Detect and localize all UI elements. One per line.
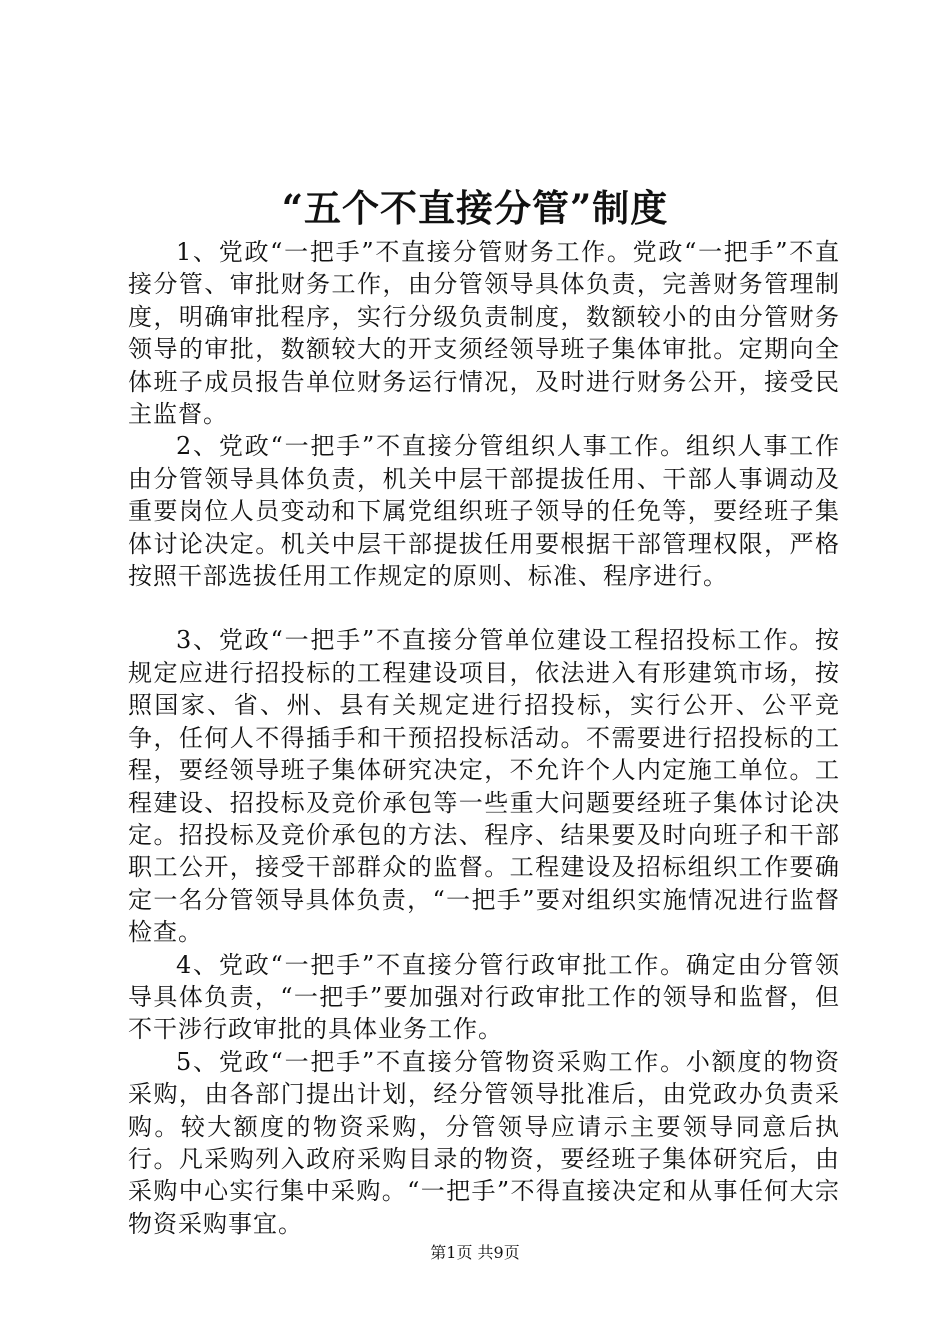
paragraph-construction-bidding: 3、党政“一把手”不直接分管单位建设工程招投标工作。按规定应进行招投标的工程建设项目，依法进入有形建筑市场，按照国家、省、州、县有关规定进行招投标，实行公开、公平竞争，任何人不得插手和干预招投标活动。不需要进行招投标的工程，要经领导班子集体研究决定，不允许个人内定施工单位。工程建设、招投标及竞价承包等一些重大问题要经班子集体讨论决定。招投标及竞价承包的方法、程序、结果要及时向班子和干部职工公开，接受干部群众的监督。工程建设及招标组织工作要确定一名分管领导具体负责，“一把手”要对组织实施情况进行监督检查。 — [128, 626, 840, 947]
document-body — [128, 236, 840, 1240]
paragraph-personnel: 2、党政“一把手”不直接分管组织人事工作。组织人事工作由分管领导具体负责，机关中层干部提拔任用、干部人事调动及重要岗位人员变动和下属党组织班子领导的任免等，要经班子集体讨论决定。机关中层干部提拔任用要根据干部管理权限，严格按照干部选拔任用工作规定的原则、标准、程序进行。 — [128, 432, 840, 591]
paragraph-administrative-approval: 4、党政“一把手”不直接分管行政审批工作。确定由分管领导具体负责，“一把手”要加强对行政审批工作的领导和监督，但不干涉行政审批的具体业务工作。 — [128, 950, 840, 1044]
document-title: “五个不直接分管”制度 — [281, 186, 669, 230]
paragraph-procurement: 5、党政“一把手”不直接分管物资采购工作。小额度的物资采购，由各部门提出计划，经分管领导批准后，由党政办负责采购。较大额度的物资采购，分管领导应请示主要领导同意后执行。凡采购列入政府采购目录的物资，要经班子集体研究后，由采购中心实行集中采购。“一把手”不得直接决定和从事任何大宗物资采购事宜。 — [128, 1047, 840, 1238]
paragraph-finance: 1、党政“一把手”不直接分管财务工作。党政“一把手”不直接分管、审批财务工作，由分管领导具体负责，完善财务管理制度，明确审批程序，实行分级负责制度，数额较小的由分管财务领导的审批，数额较大的开支须经领导班子集体审批。定期向全体班子成员报告单位财务运行情况，及时进行财务公开，接受民主监督。 — [128, 238, 840, 429]
page-number-footer: 第1页 共9页 — [430, 1243, 520, 1262]
